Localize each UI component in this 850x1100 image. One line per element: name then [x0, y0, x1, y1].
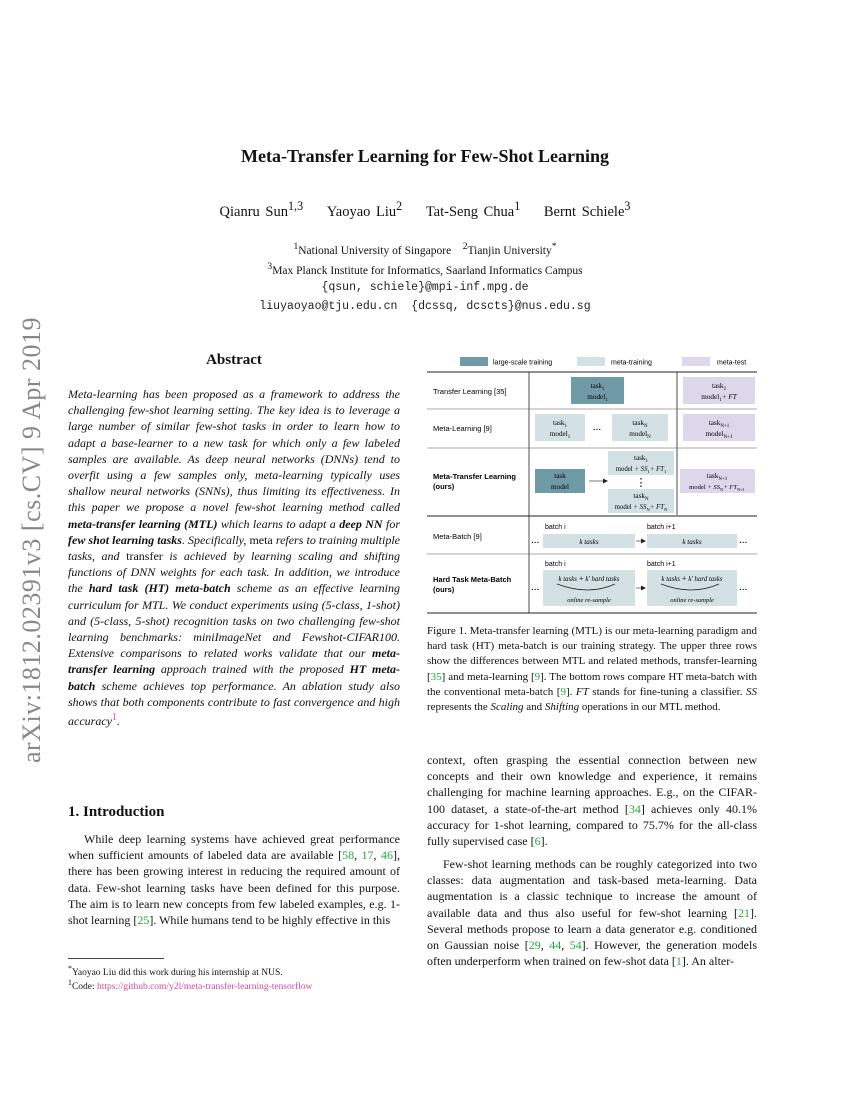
citation[interactable]: 44	[549, 938, 562, 953]
batch-label: batch i+1	[647, 524, 676, 531]
citation[interactable]: 21	[738, 905, 750, 920]
legend-swatch-meta-training	[577, 357, 605, 366]
code-link[interactable]: https://github.com/y2l/meta-transfer-learning-tensorflow	[97, 982, 313, 993]
box-text: task$_N$	[633, 492, 649, 502]
box-text: online re-sample	[567, 597, 611, 604]
box-text: model + $SS_1+ FT_1$	[615, 466, 667, 474]
legend-large-scale: large-scale training	[493, 359, 553, 367]
figure-1	[427, 350, 757, 620]
box-text: model$_1$	[549, 430, 571, 440]
citation[interactable]: 6	[534, 834, 541, 849]
box-text: task$_1$	[552, 419, 568, 429]
box-text: task$_1$	[633, 454, 649, 464]
box-text: model$_{N+1}$	[705, 430, 733, 440]
affiliation-line: $^1$National University of Singapore $^2$Tianjin University*	[293, 241, 557, 257]
citation[interactable]: 9	[534, 670, 541, 683]
legend-swatch-large-scale	[460, 357, 488, 366]
box-text: model$_N$	[629, 430, 651, 440]
body-paragraph: context, often grasping the essential connection between new concepts and their own knowledge and experience, it remains challenging for machine learning approaches. E.g., on the CIFAR-100 dataset, a state-of-the-art method [34] achieves only 40.1% accuracy for 1-shot learning, compared to 75.7% for the all-class fully supervised case [6].	[427, 753, 757, 849]
ellipsis: ...	[531, 534, 540, 546]
email-line: liuyaoyao@tju.edu.cn {dcssq, dcscts}@nus.edu.sg	[259, 300, 591, 313]
citation[interactable]: 35	[430, 670, 442, 683]
citation[interactable]: 1	[675, 954, 682, 969]
arrow-head	[641, 539, 646, 544]
author-list	[0, 199, 850, 221]
author: Qianru Sun$^{1,3}$	[219, 199, 304, 220]
box-text: task$_2$	[711, 382, 727, 392]
box-text: model$_1$+ FT	[701, 393, 737, 403]
batch-label: batch i+1	[647, 561, 676, 568]
box-text: task	[554, 472, 566, 480]
row-label-ht: Hard Task Meta-Batch	[433, 575, 512, 584]
author: Bernt Schiele$^3$	[543, 199, 631, 220]
box-text: online re-sample	[670, 597, 714, 604]
legend-meta-training: meta-training	[611, 359, 652, 367]
abstract-heading: Abstract	[206, 352, 262, 368]
batch-label: batch i	[545, 561, 566, 568]
ellipsis: ...	[739, 534, 748, 546]
box-text: model$_1$	[587, 393, 608, 403]
arrow-head	[641, 586, 646, 591]
box-text: task$_{N+1}$	[708, 419, 730, 429]
legend-swatch-meta-test	[682, 357, 710, 366]
row-label-meta-batch: Meta-Batch [9]	[433, 532, 482, 541]
box-text: task$_{N+1}$	[706, 472, 728, 482]
box-text: task$_1$	[590, 382, 605, 392]
figure-caption: Figure 1. Meta-transfer learning (MTL) is our meta-learning paradigm and hard task (HT) meta-batch is our training strategy. The upper three rows show the differences between MTL and related methods, transfer-learning [35] and meta-learning [9]. The bottom rows compare HT meta-batch with the conventional meta-batch [9]. FT stands for fine-tuning a classifier. SS represents the Scaling and Shifting operations in our MTL method.	[427, 625, 757, 714]
footnote-ref[interactable]: 1	[111, 712, 117, 724]
box-text: task$_N$	[632, 419, 648, 429]
footnote: *Yaoyao Liu did this work during his internship at NUS.	[68, 964, 283, 979]
box-text: model + $SS_N+ FT_{N+1}$	[689, 484, 745, 492]
citation[interactable]: 9	[560, 685, 566, 698]
citation[interactable]: 34	[628, 801, 641, 816]
vertical-ellipsis: ⋮	[635, 477, 647, 489]
citation[interactable]: 54	[569, 938, 582, 953]
legend-meta-test: meta-test	[717, 359, 747, 367]
batch-label: batch i	[545, 524, 566, 531]
box-text: k tasks + k' hard tasks	[661, 574, 723, 583]
arxiv-stamp	[12, 300, 52, 780]
box-text: model	[551, 483, 569, 491]
section-heading: 1. Introduction	[68, 804, 165, 820]
row-label-meta: Meta-Learning [9]	[433, 424, 492, 433]
intro-text: While deep learning systems have achieved great performance when sufficient amounts of labeled data are available [58, 17, 46], there has been growing interest in reducing the required amount of data. Few-shot learning tasks have been defined for this purpose. The aim is to learn new concepts from few labeled examples, e.g. 1-shot learning [25]. While humans tend to be highly effective in this	[68, 832, 400, 928]
ellipsis: ...	[592, 421, 602, 433]
row-label-transfer: Transfer Learning [35]	[433, 387, 507, 396]
row-label-mtl-ours: (ours)	[433, 482, 455, 491]
footnote-divider	[68, 958, 164, 959]
citation[interactable]: 58	[342, 848, 355, 863]
body-paragraph: Few-shot learning methods can be roughly categorized into two classes: data augmentation and task-based meta-learning. Data augmentation is a classic technique to increase the amount of available data and thus also useful for few-shot learning [21]. Several methods propose to learn a data generator e.g. conditioned on Gaussian noise [29, 44, 54]. However, the generation models often underperform when trained on few-shot data [1]. An alter-	[427, 857, 758, 969]
arxiv-id: arXiv:1812.02391v3 [cs.CV] 9 Apr 2019	[17, 316, 46, 764]
author: Yaoyao Liu$^2$	[326, 199, 403, 220]
citation[interactable]: 17	[361, 848, 374, 863]
box-text: k tasks	[579, 538, 599, 546]
box-text: k tasks + k' hard tasks	[558, 574, 620, 583]
arrow-head	[603, 479, 608, 484]
row-label-mtl: Meta-Transfer Learning	[433, 472, 516, 481]
citation[interactable]: 29	[528, 938, 541, 953]
ellipsis: ...	[531, 581, 540, 593]
footnote: $^1$Code: https://github.com/y2l/meta-transfer-learning-tensorflow	[68, 978, 313, 993]
box-text: k tasks	[682, 538, 702, 546]
affiliation-line: $^3$Max Planck Institute for Informatics, Saarland Informatics Campus	[267, 261, 583, 277]
box-text: model + $SS_N+ FT_N$	[614, 504, 668, 512]
email-line: {qsun, schiele}@mpi-inf.mpg.de	[321, 281, 529, 294]
citation[interactable]: 25	[137, 913, 150, 928]
row-label-ht-ours: (ours)	[433, 585, 455, 594]
paper-title: Meta-Transfer Learning for Few-Shot Learning	[241, 146, 609, 166]
ellipsis: ...	[739, 581, 748, 593]
citation[interactable]: 46	[381, 848, 393, 863]
abstract-text: Meta-learning has been proposed as a framework to address the challenging few-shot learning setting. The key idea is to leverage a large number of similar few-shot tasks in order to learn how to adapt a base-learner to a new task for which only a few labeled samples are available. As deep neural networks (DNNs) tend to overfit using a few samples only, meta-learning typically uses shallow neural networks (SNNs), thus limiting its effectiveness. In this paper we propose a novel few-shot learning method called meta-transfer learning (MTL) which learns to adapt a deep NN for few shot learning tasks. Specifically, meta refers to training multiple tasks, and transfer is achieved by learning scaling and shifting functions of DNN weights for each task. In addition, we introduce the hard task (HT) meta-batch scheme as an effective learning curriculum for MTL. We conduct experiments using (5-class, 1-shot) and (5-class, 5-shot) recognition tasks on two challenging few-shot learning benchmarks: miniImageNet and Fewshot-CIFAR100. Extensive comparisons to related works validate that our meta-transfer learning approach trained with the proposed HT meta-batch scheme achieves top performance. An ablation study also shows that both components contribute to fast convergence and high accuracy$^1$.	[68, 387, 401, 729]
author: Tat-Seng Chua$^1$	[425, 199, 521, 220]
